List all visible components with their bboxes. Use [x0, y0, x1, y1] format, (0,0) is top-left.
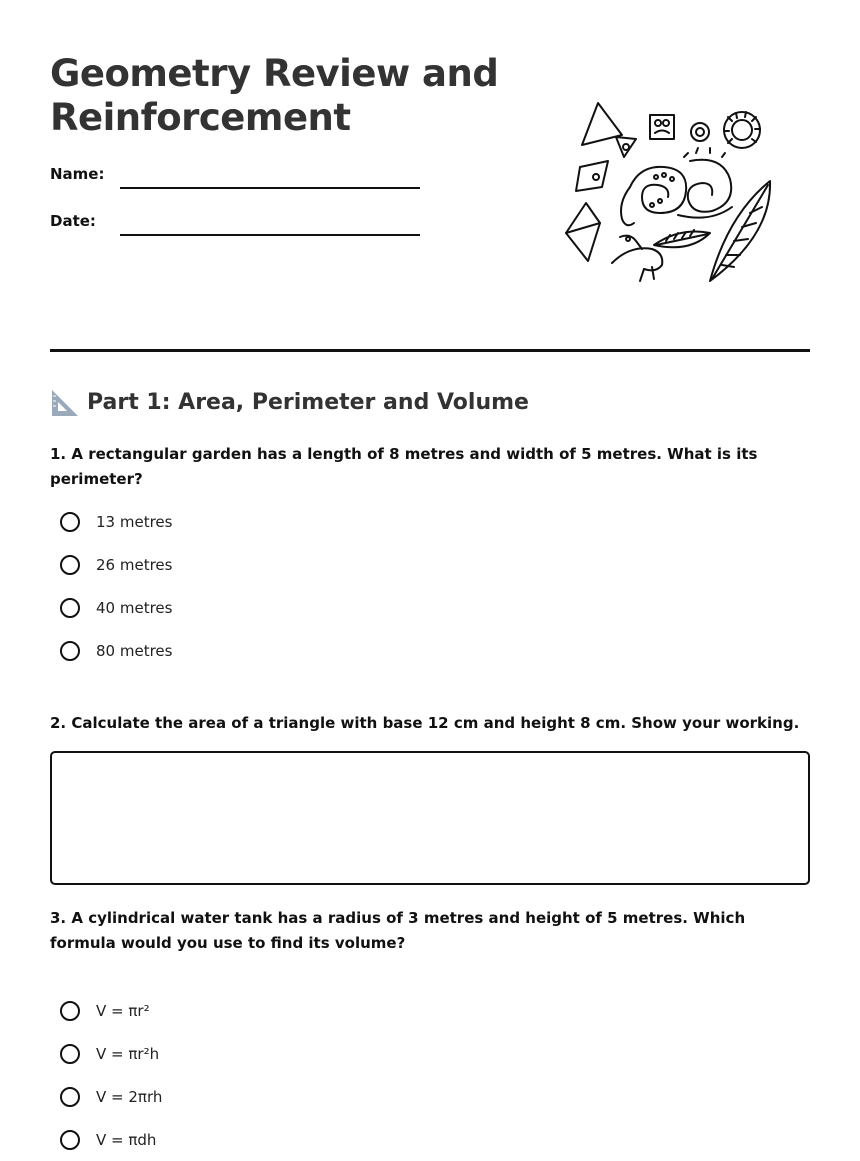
radio-button[interactable] [60, 1087, 80, 1107]
q3-option-d[interactable] [60, 1127, 156, 1153]
date-field[interactable] [120, 209, 424, 237]
q3-option-a[interactable] [60, 998, 150, 1024]
q1-option-a[interactable] [60, 509, 172, 535]
square-shape [650, 115, 674, 139]
radio-button[interactable] [60, 1001, 80, 1021]
name-field[interactable] [120, 162, 424, 190]
question-1-text: 1. A rectangular garden has a length of 8 metres and width of 5 metres. What is its perimeter? [50, 445, 758, 488]
date-underline [120, 234, 420, 236]
option-label: V = 2πrh [96, 1088, 163, 1106]
name-underline [120, 187, 420, 189]
section-title: Part 1: Area, Perimeter and Volume [87, 390, 529, 415]
option-label: V = πr² [96, 1002, 150, 1020]
q1-option-b[interactable] [60, 552, 172, 578]
radio-button[interactable] [60, 1130, 80, 1150]
geometric-pattern-illustration [560, 95, 780, 290]
set-square-icon [50, 388, 80, 418]
q1-option-d[interactable] [60, 638, 172, 664]
radio-button[interactable] [60, 1044, 80, 1064]
option-label: 26 metres [96, 556, 173, 574]
date-label: Date: [50, 212, 96, 230]
working-answer-box[interactable] [50, 751, 810, 885]
question-3-text: 3. A cylindrical water tank has a radius of 3 metres and height of 5 metres. Which formula would you use to find its volume? [50, 909, 746, 952]
option-label: 80 metres [96, 642, 173, 660]
option-label: V = πr²h [96, 1045, 160, 1063]
question-2-text: 2. Calculate the area of a triangle with base 12 cm and height 8 cm. Show your working. [50, 714, 800, 732]
radio-button[interactable] [60, 555, 80, 575]
radio-button[interactable] [60, 641, 80, 661]
option-label: V = πdh [96, 1131, 157, 1149]
name-label: Name: [50, 165, 105, 183]
radio-button[interactable] [60, 512, 80, 532]
q3-option-c[interactable] [60, 1084, 162, 1110]
radio-button[interactable] [60, 598, 80, 618]
option-label: 40 metres [96, 599, 173, 617]
section-divider [50, 349, 810, 352]
q3-option-b[interactable] [60, 1041, 159, 1067]
worksheet-title: Geometry Review and Reinforcement [50, 52, 499, 139]
option-label: 13 metres [96, 513, 173, 531]
q1-option-c[interactable] [60, 595, 172, 621]
small-triangle-shape [616, 137, 636, 157]
